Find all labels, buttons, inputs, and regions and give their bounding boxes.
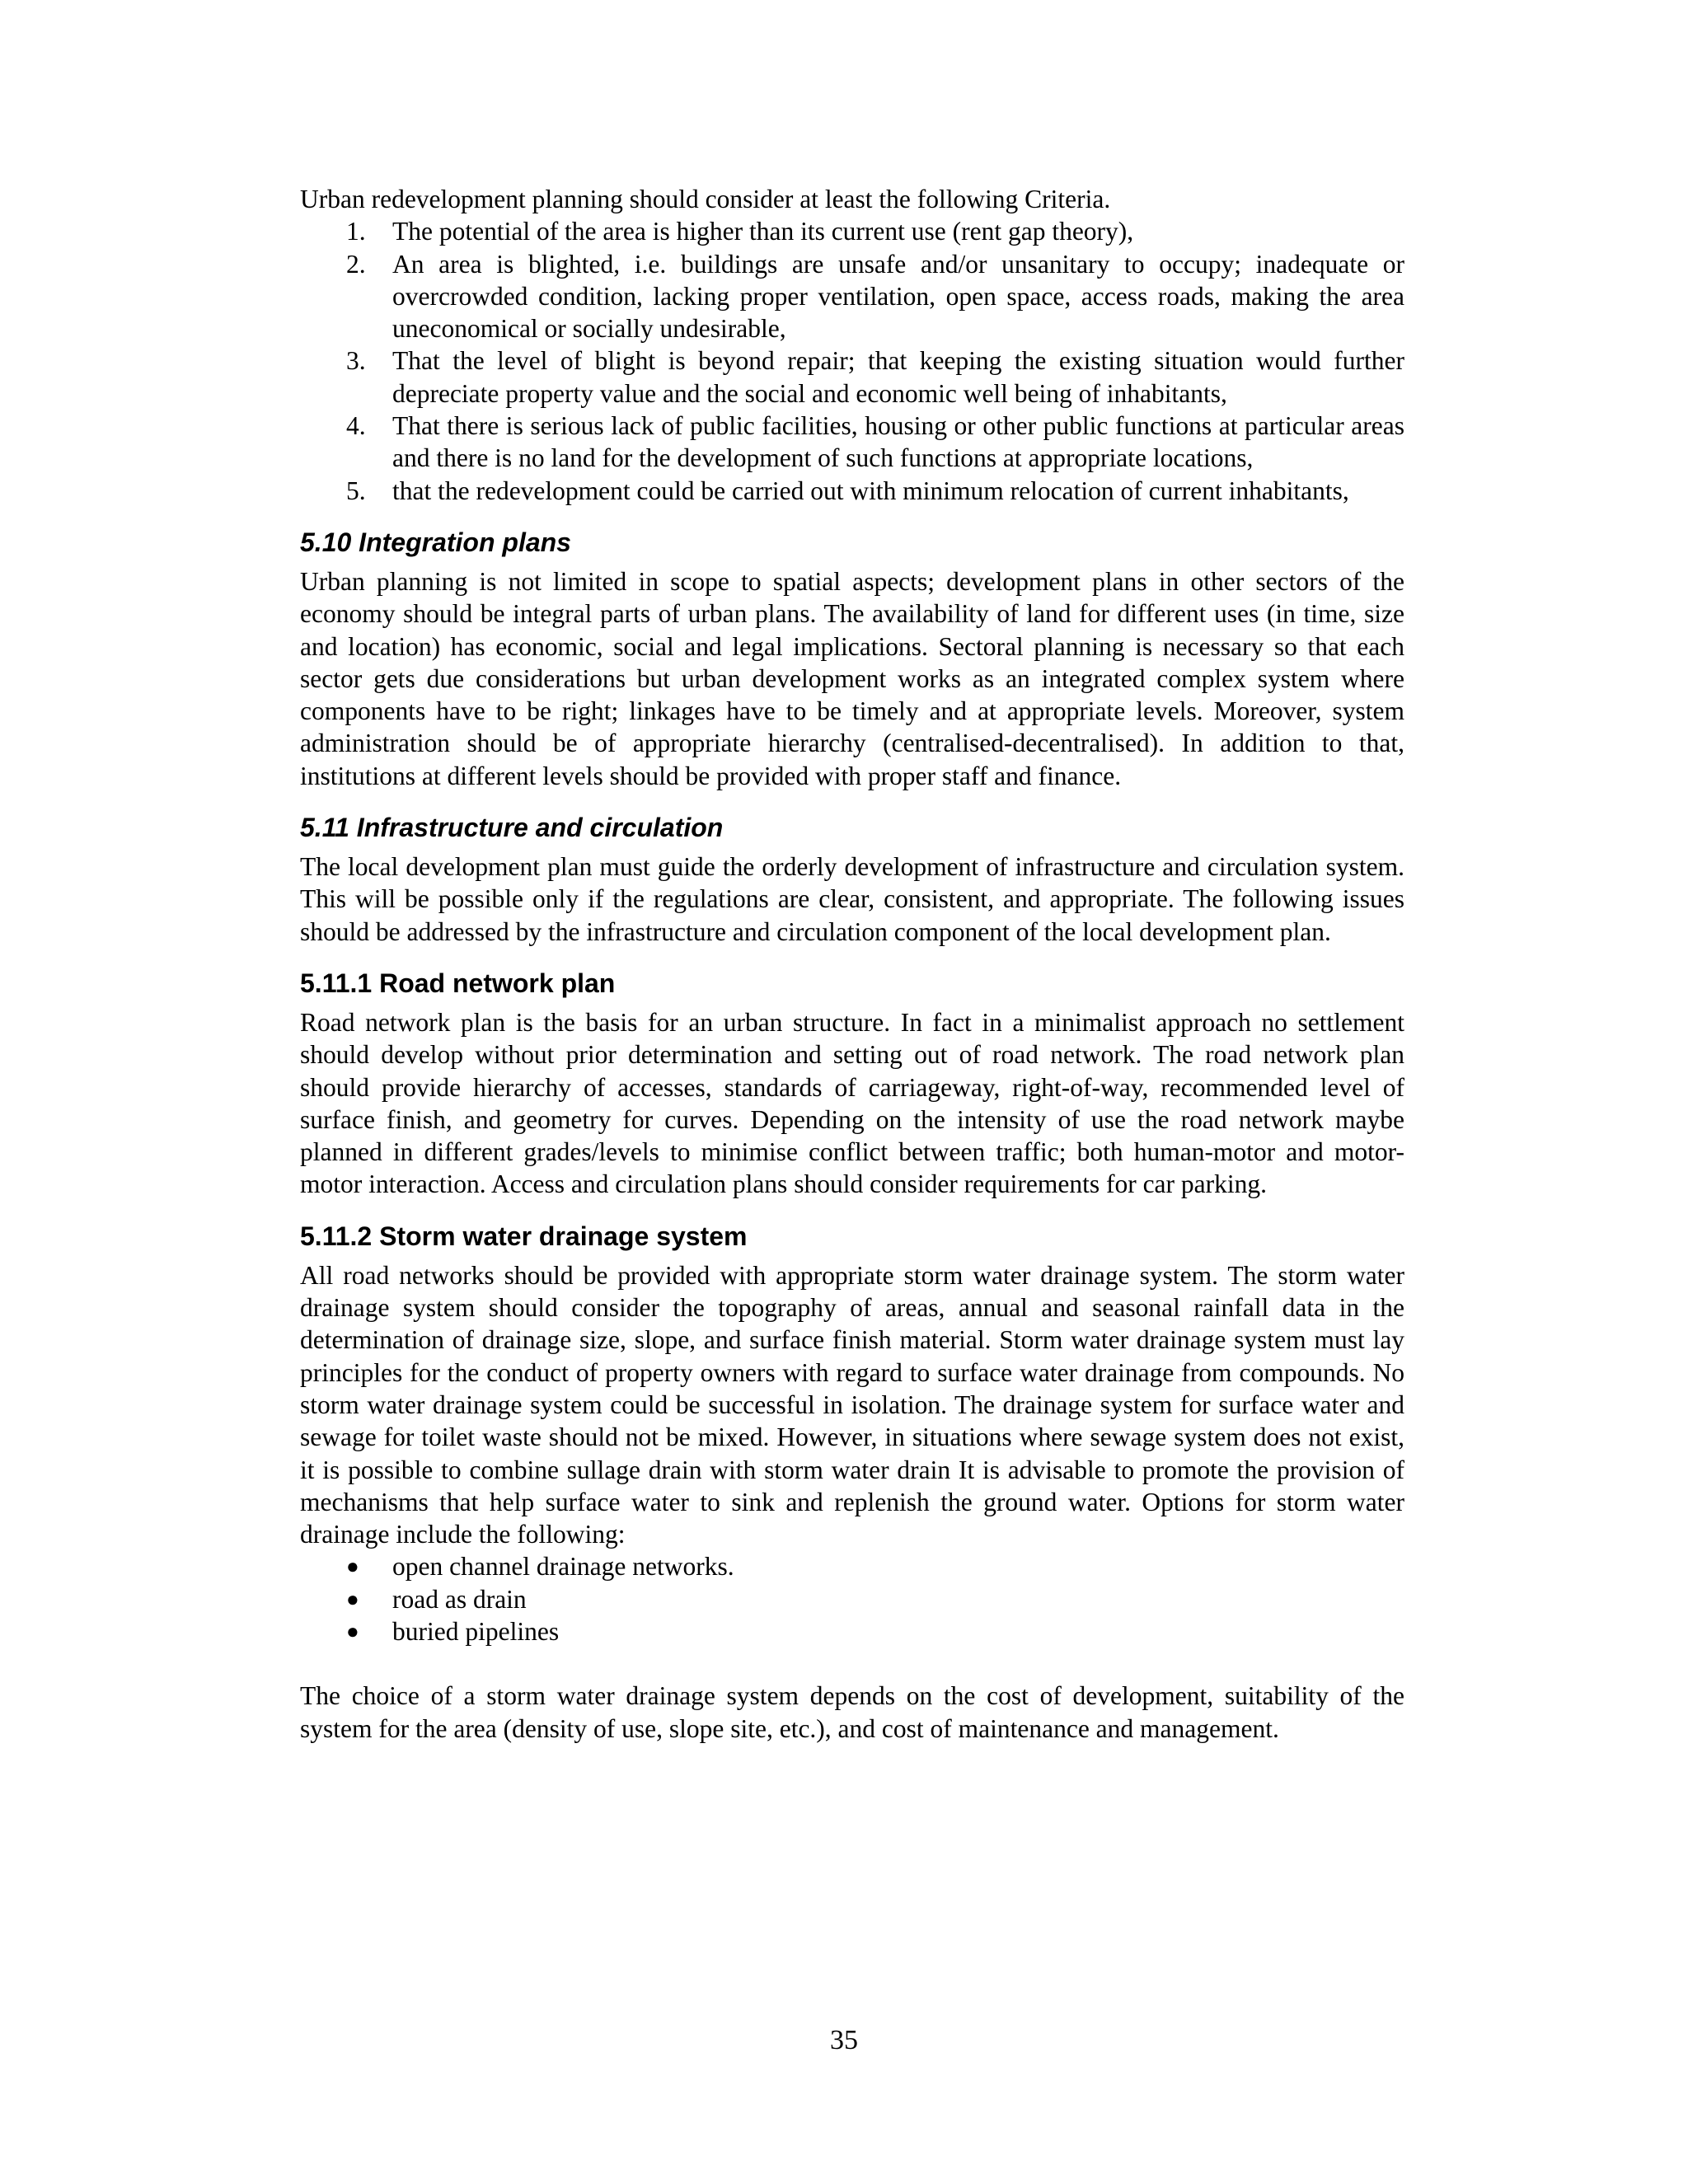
list-item-text: that the redevelopment could be carried out with minimum relocation of current inhabitants, <box>392 476 1349 505</box>
list-item-number: 3. <box>346 346 366 376</box>
section-heading-infrastructure: 5.11 Infrastructure and circulation <box>300 813 724 843</box>
list-item-text: The potential of the area is higher than its current use (rent gap theory), <box>392 217 1134 246</box>
list-item <box>300 1550 1404 1582</box>
section-heading-storm-water: 5.11.2 Storm water drainage system <box>300 1221 748 1251</box>
list-item <box>300 1615 1404 1647</box>
list-item-text: road as drain <box>392 1584 527 1614</box>
storm-water-closing-paragraph: The choice of a storm water drainage system depends on the cost of development, suitability of the system for the area (density of use, slope site, etc.), and cost of maintenance and management. <box>300 1681 1404 1743</box>
list-item-number: 5. <box>346 476 366 505</box>
list-item-text: That there is serious lack of public facilities, housing or other public functions at particular areas and there is no land for the development of such functions at appropriate locations, <box>392 411 1404 473</box>
bullet-icon: ● <box>346 1619 359 1643</box>
bullet-icon: ● <box>346 1554 359 1579</box>
storm-water-paragraph: All road networks should be provided with appropriate storm water drainage system. The storm water drainage system should consider the topography of areas, annual and seasonal rainfall data in the determination of drainage size, slope, and surface finish material. Storm water drainage system must lay principles for the conduct of property owners with regard to surface water drainage from compounds. No storm water drainage system could be successful in isolation. The drainage system for surface water and sewage for toilet waste should not be mixed. However, in situations where sewage system does not exist, it is possible to combine sullage drain with storm water drain It is advisable to promote the provision of mechanisms that help surface water to sink and replenish the ground water. Options for storm water drainage include the following: <box>300 1260 1404 1549</box>
section-heading-integration: 5.10 Integration plans <box>300 527 571 557</box>
page-number: 35 <box>830 2025 858 2055</box>
integration-paragraph: Urban planning is not limited in scope to spatial aspects; development plans in other sectors of the economy should be integral parts of urban plans. The availability of land for different uses (in time, size and location) has economic, social and legal implications. Sectoral planning is necessary so that each sector gets due considerations but urban development works as an integrated complex system where components have to be right; linkages have to be timely and at appropriate levels. Moreover, system administration should be of appropriate hierarchy (centralised-decentralised). In addition to that, institutions at different levels should be provided with proper staff and finance. <box>300 566 1404 790</box>
list-item-text: buried pipelines <box>392 1616 560 1646</box>
road-network-paragraph: Road network plan is the basis for an urban structure. In fact in a minimalist approach no settlement should develop without prior determination and setting out of road network. The road network plan should provide hierarchy of accesses, standards of carriageway, right-of-way, recommended level of surface finish, and geometry for curves. Depending on the intensity of use the road network maybe planned in different grades/levels to minimise conflict between traffic; both human-motor and motor-motor interaction. Access and circulation plans should consider requirements for car parking. <box>300 1007 1404 1199</box>
list-item-text: open channel drainage networks. <box>392 1552 734 1582</box>
drainage-options-list <box>300 1550 1404 1647</box>
list-item <box>300 248 1404 345</box>
list-item <box>300 215 1404 247</box>
list-item-text: An area is blighted, i.e. buildings are unsafe and/or unsanitary to occupy; inadequate or overcrowded condition, lacking proper ventilation, open space, access roads, making the area uneconomical or socially undesirable, <box>392 249 1404 344</box>
criteria-list <box>300 215 1404 507</box>
list-item-number: 4. <box>346 411 366 441</box>
document-page <box>300 183 1404 1745</box>
list-item <box>300 344 1404 410</box>
list-item-number: 2. <box>346 249 366 279</box>
list-item <box>300 475 1404 507</box>
list-item <box>300 410 1404 475</box>
bullet-icon: ● <box>346 1586 359 1611</box>
infrastructure-paragraph: The local development plan must guide the orderly development of infrastructure and circulation system. This will be possible only if the regulations are clear, consistent, and appropriate. The following issues should be addressed by the infrastructure and circulation component of the local development plan. <box>300 852 1404 946</box>
list-item <box>300 1583 1404 1615</box>
list-item-text: That the level of blight is beyond repair; that keeping the existing situation would further depreciate property value and the social and economic well being of inhabitants, <box>392 346 1404 408</box>
section-heading-road-network: 5.11.1 Road network plan <box>300 968 616 998</box>
list-item-number: 1. <box>346 217 366 246</box>
intro-paragraph: Urban redevelopment planning should consider at least the following Criteria. <box>300 185 1111 213</box>
